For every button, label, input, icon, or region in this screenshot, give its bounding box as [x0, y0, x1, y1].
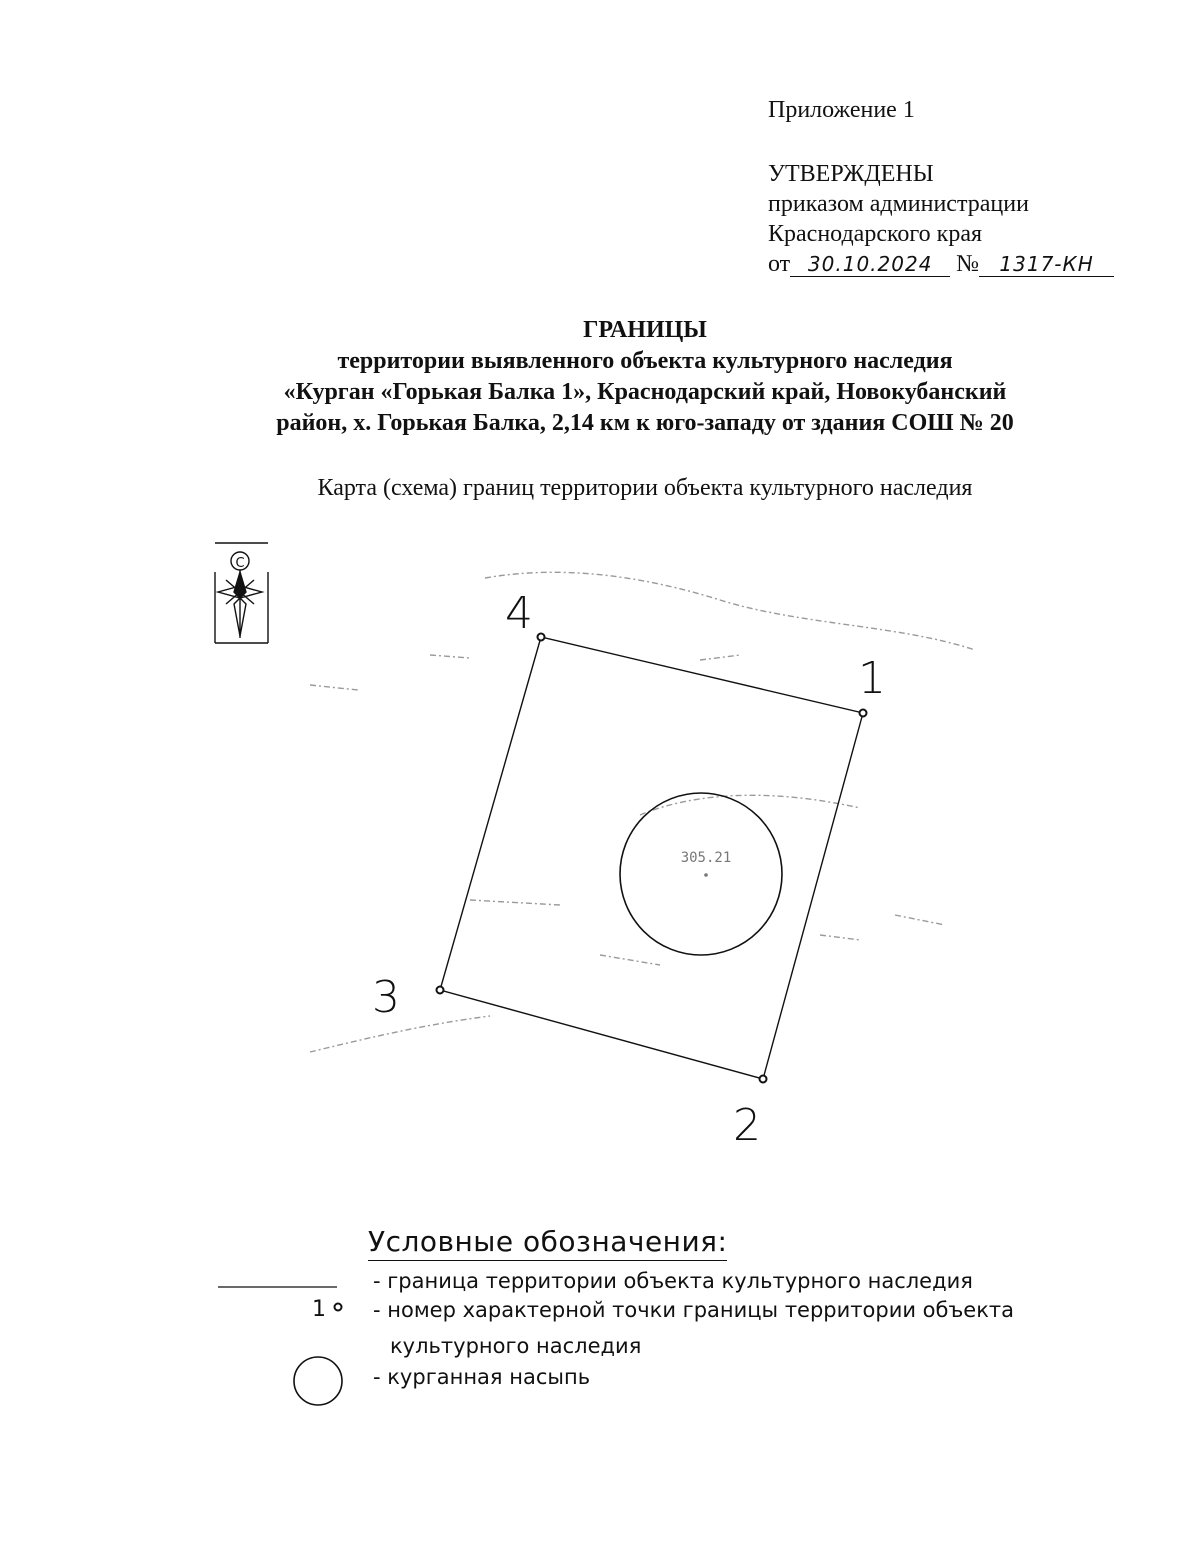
number-prefix: № [956, 251, 980, 277]
map-caption: Карта (схема) границ территории объекта культурного наследия [317, 475, 973, 501]
order-number: 1317-КН [979, 252, 1114, 277]
compass-letter: С [235, 556, 245, 571]
boundary-point-2 [760, 1076, 767, 1083]
point-label-3: 3 [372, 972, 400, 1023]
relief-lines [310, 572, 975, 1052]
legend-title: Условные обозначения: [368, 1224, 727, 1261]
approved-by-line1: приказом администрации [768, 191, 1029, 217]
legend-mound-text: - курганная насыпь [373, 1365, 591, 1389]
legend-point-symbol [335, 1304, 342, 1311]
mound-elevation: 305.21 [680, 850, 732, 866]
approved-by-line2: Краснодарского края [768, 221, 983, 247]
legend-mound-symbol [294, 1357, 342, 1405]
territory-boundary [440, 637, 863, 1079]
order-date: 30.10.2024 [790, 252, 950, 277]
date-prefix: от [768, 251, 791, 277]
title-line4: район, х. Горькая Балка, 2,14 км к юго-западу от здания СОШ № 20 [276, 410, 1014, 436]
boundary-point-4 [538, 634, 545, 641]
elevation-mark [704, 873, 708, 877]
legend-point-text-2: культурного наследия [390, 1334, 642, 1358]
point-label-4: 4 [505, 588, 533, 639]
legend-boundary-text: - граница территории объекта культурного наследия [373, 1269, 973, 1293]
appendix-label: Приложение 1 [768, 97, 915, 123]
boundary-point-1 [860, 710, 867, 717]
legend-point-text-1: - номер характерной точки границы территории объекта [373, 1298, 1015, 1322]
title-line1: ГРАНИЦЫ [583, 317, 707, 343]
title-line3: «Курган «Горькая Балка 1», Краснодарский край, Новокубанский [283, 379, 1007, 405]
point-label-2: 2 [733, 1100, 761, 1151]
burial-mound [620, 793, 782, 955]
title-line2: территории выявленного объекта культурного наследия [337, 348, 953, 374]
legend-point-sample: 1 [312, 1297, 326, 1322]
approved-label: УТВЕРЖДЕНЫ [768, 161, 934, 187]
boundary-point-3 [437, 987, 444, 994]
point-label-1: 1 [858, 653, 886, 704]
